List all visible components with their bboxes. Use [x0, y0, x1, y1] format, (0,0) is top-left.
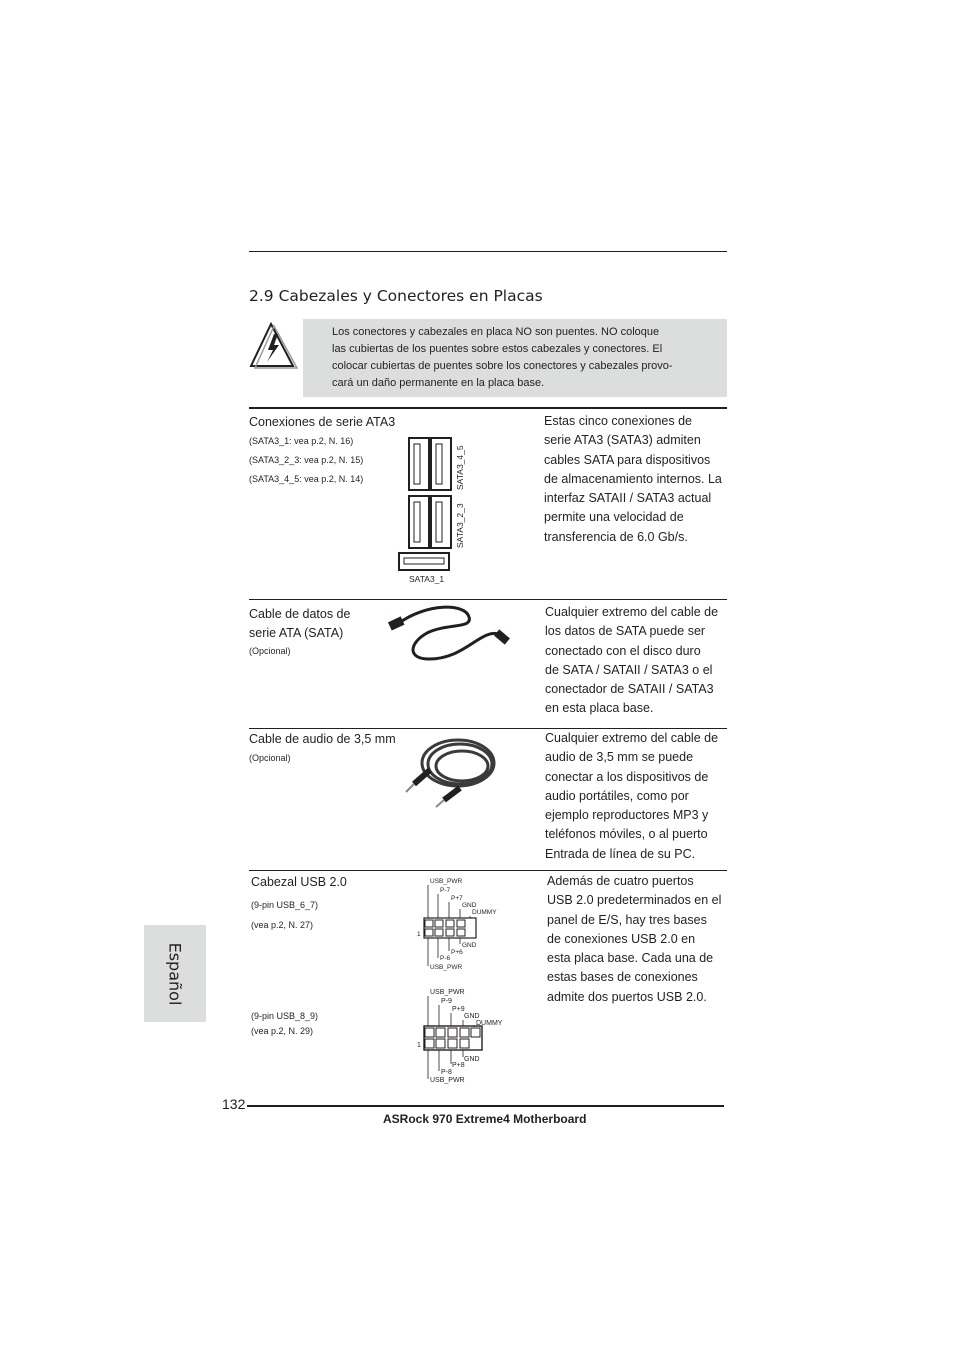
- table-top-rule: [249, 407, 727, 409]
- audio-cable-description: Cualquier extremo del cable de audio de 3,5 mm se puede conectar a los dispositivos de audio portátiles, como por ejemplo reproductores MP3 y teléfonos móviles, o al puerto Entrada de línea de su PC.: [545, 731, 719, 861]
- pin-label: P-8: [441, 1069, 452, 1076]
- audio-cable-image: [400, 736, 500, 817]
- sata-ref: (SATA3_1: vea p.2, N. 16): [249, 436, 354, 446]
- usb-description: Además de cuatro puertos USB 2.0 predeterminados en el panel de E/S, hay tres bases de conexiones USB 2.0 en esta placa base. Cada una de estas bases de conexiones admite dos puertos USB 2.0.: [547, 874, 722, 1004]
- pin-label: GND: [464, 1056, 480, 1063]
- audio-cable-note: (Opcional): [249, 753, 291, 763]
- pin-label: P-7: [440, 887, 451, 894]
- sata-connector-diagram: [395, 430, 475, 595]
- sata-label-bottom: SATA3_2_3: [455, 503, 465, 548]
- sata-cable-description: Cualquier extremo del cable de los datos de SATA puede ser conectado con el disco duro de SATA / SATAII / SATA3 o el conectador de SATAII / SATA3 en esta placa base.: [545, 605, 719, 716]
- language-tab-label: Español: [165, 942, 185, 1005]
- sata-cable-note: (Opcional): [249, 646, 291, 656]
- warning-icon: [249, 322, 299, 375]
- pin-label: P+8: [452, 1062, 465, 1069]
- sata-cable-title: Cable de datos de serie ATA (SATA): [249, 607, 351, 641]
- pin-label: USB_PWR: [430, 1077, 465, 1084]
- sata-label-single: SATA3_1: [409, 574, 445, 584]
- pin-label: GND: [462, 942, 477, 949]
- row-divider: [249, 599, 727, 600]
- row-divider: [249, 870, 727, 871]
- usb-ref-1: (9-pin USB_6_7) (vea p.2, N. 27): [251, 900, 319, 930]
- usb-ref-2: (9-pin USB_8_9) (vea p.2, N. 29): [251, 1011, 319, 1036]
- pin-label: DUMMY: [472, 909, 497, 916]
- usb-header-diagram-1: [414, 876, 510, 979]
- sata-cable-image: [387, 603, 517, 670]
- pin-1-label: 1: [417, 931, 421, 938]
- section-title: 2.9 Cabezales y Conectores en Placas: [249, 287, 543, 305]
- sata-ref: (SATA3_4_5: vea p.2, N. 14): [249, 474, 364, 484]
- sata-title: Conexiones de serie ATA3: [249, 415, 396, 429]
- sata-description: Estas cinco conexiones de serie ATA3 (SATA3) admiten cables SATA para dispositivos de almacenamiento internos. La interfaz SATAII / SATA3 actual permite una velocidad de transferencia de 6.0 Gb/s.: [544, 414, 722, 544]
- pin-label: USB_PWR: [430, 878, 463, 885]
- pin-1-label: 1: [417, 1042, 421, 1049]
- page-number: 132: [222, 1096, 246, 1112]
- pin-label: P+7: [451, 895, 463, 902]
- audio-cable-title: Cable de audio de 3,5 mm: [249, 732, 396, 746]
- pin-label: USB_PWR: [430, 989, 465, 996]
- footer-text: ASRock 970 Extreme4 Motherboard: [383, 1112, 587, 1126]
- usb-header-diagram-2: [414, 986, 510, 1091]
- pin-label: USB_PWR: [430, 964, 463, 971]
- pin-label: P-9: [441, 998, 452, 1005]
- usb-title: Cabezal USB 2.0: [251, 875, 347, 889]
- pin-label: GND: [462, 902, 477, 909]
- language-tab: [144, 925, 206, 1022]
- sata-ref: (SATA3_2_3: vea p.2, N. 15): [249, 455, 364, 465]
- pin-label: GND: [464, 1013, 480, 1020]
- footer-rule: [247, 1105, 724, 1107]
- header-rule: [249, 251, 727, 252]
- pin-label: P-6: [440, 955, 451, 962]
- pin-label: DUMMY: [476, 1020, 503, 1027]
- pin-label: P+6: [451, 949, 463, 956]
- warning-text: Los conectores y cabezales en placa NO son puentes. NO coloque las cubiertas de los puentes sobre estos cabezales y conectores. El colocar cubiertas de puentes sobre los conectores y cabezales provo- cará un daño permanente en la placa base.: [332, 326, 673, 389]
- sata-label-top: SATA3_4_5: [455, 445, 465, 490]
- pin-label: P+9: [452, 1006, 465, 1013]
